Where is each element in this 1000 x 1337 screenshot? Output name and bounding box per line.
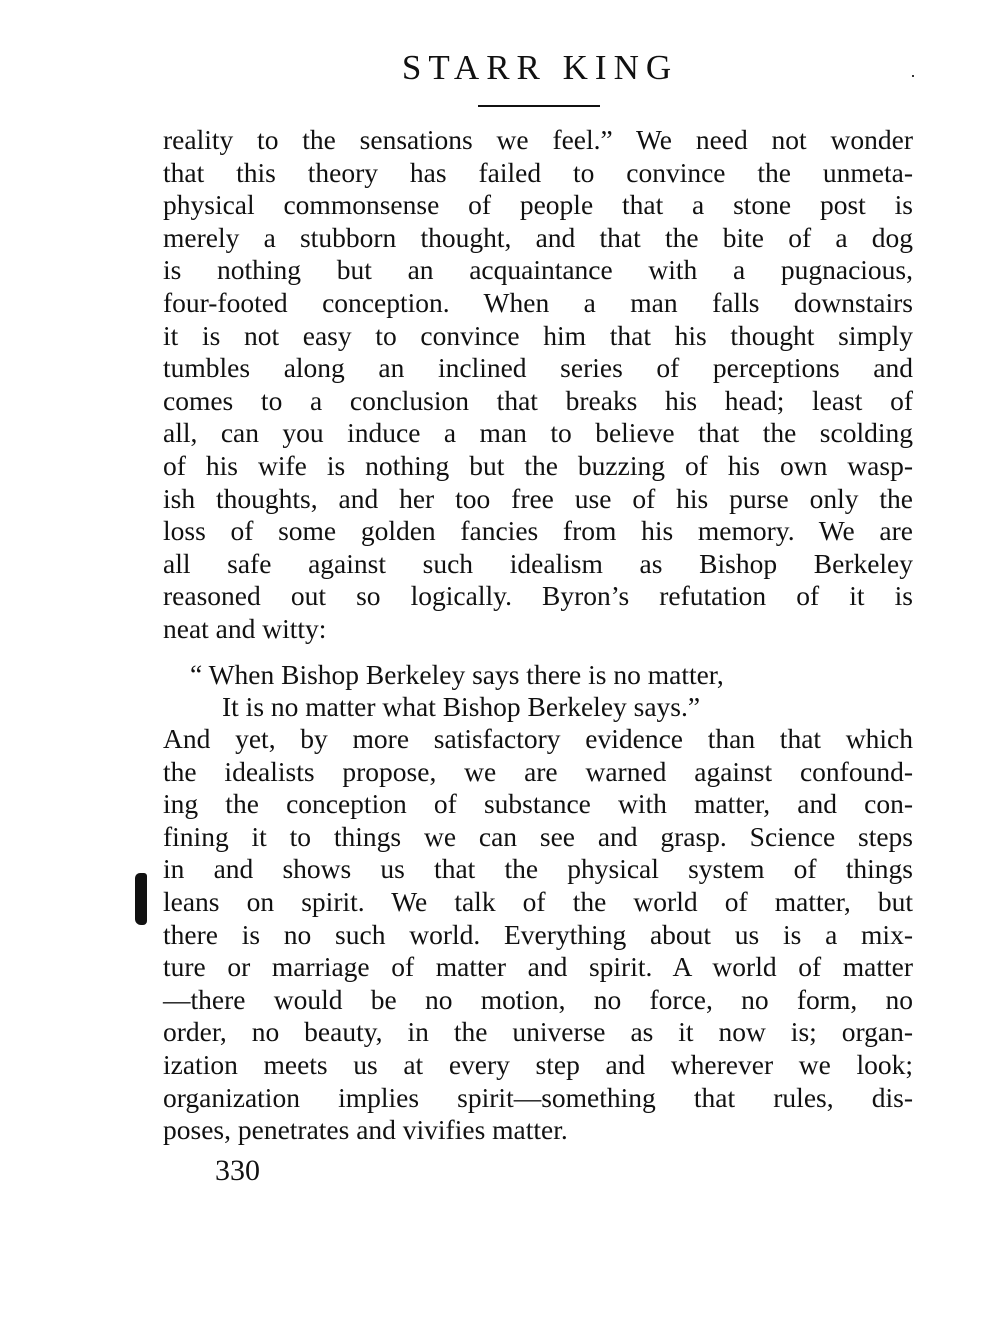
text-line: neat and witty: (163, 612, 327, 644)
text-line: organization implies spirit—something that rules, dis- (163, 1081, 913, 1113)
text-line: fining it to things we can see and grasp. Science steps (163, 820, 913, 852)
text-line: ish thoughts, and her too free use of his purse only the (163, 482, 913, 514)
page-number: 330 (215, 1154, 260, 1187)
scan-smudge-mark (135, 873, 147, 925)
corner-dot (912, 75, 914, 77)
text-line: order, no beauty, in the universe as it now is; organ- (163, 1016, 913, 1048)
text-line: ization meets us at every step and wherever we look; (163, 1048, 913, 1080)
text-line: ing the conception of substance with matter, and con- (163, 788, 913, 820)
text-line: is nothing but an acquaintance with a pugnacious, (163, 254, 913, 286)
text-line: all safe against such idealism as Bishop Berkeley (163, 547, 913, 579)
text-line: it is not easy to convince him that his thought simply (163, 319, 913, 351)
text-line: all, can you induce a man to believe that the scolding (163, 417, 913, 449)
text-line: merely a stubborn thought, and that the bite of a dog (163, 221, 913, 253)
text-line: in and shows us that the physical system of things (163, 853, 913, 885)
text-line: physical commonsense of people that a stone post is (163, 189, 913, 221)
text-line: leans on spirit. We talk of the world of matter, but (163, 885, 913, 917)
text-line: the idealists propose, we are warned against confound- (163, 755, 913, 787)
text-line: loss of some golden fancies from his memory. We are (163, 515, 913, 547)
paragraph-2 (163, 723, 913, 1147)
paragraph-1 (163, 124, 913, 646)
text-line: that this theory has failed to convince the unmeta- (163, 156, 913, 188)
head-rule (478, 105, 600, 107)
text-line: poses, penetrates and vivifies matter. (163, 1114, 568, 1146)
text-line: reality to the sensations we feel.” We need not wonder (163, 124, 913, 155)
verse-line: “ When Bishop Berkeley says there is no matter, (190, 659, 724, 690)
text-line: tumbles along an inclined series of perceptions and (163, 352, 913, 384)
text-line: four-footed conception. When a man falls downstairs (163, 286, 913, 318)
text-line: reasoned out so logically. Byron’s refutation of it is (163, 580, 913, 612)
text-line: there is no such world. Everything about us is a mix- (163, 918, 913, 950)
text-line: —there would be no motion, no force, no form, no (163, 983, 913, 1015)
text-line: comes to a conclusion that breaks his head; least of (163, 384, 913, 416)
text-line: of his wife is nothing but the buzzing of his own wasp- (163, 449, 913, 481)
text-line: And yet, by more satisfactory evidence than that which (163, 723, 913, 754)
running-head: STARR KING (401, 48, 679, 87)
verse-quote (190, 659, 724, 723)
text-line: ture or marriage of matter and spirit. A world of matter (163, 951, 913, 983)
verse-line: It is no matter what Bishop Berkeley says.” (222, 691, 701, 722)
